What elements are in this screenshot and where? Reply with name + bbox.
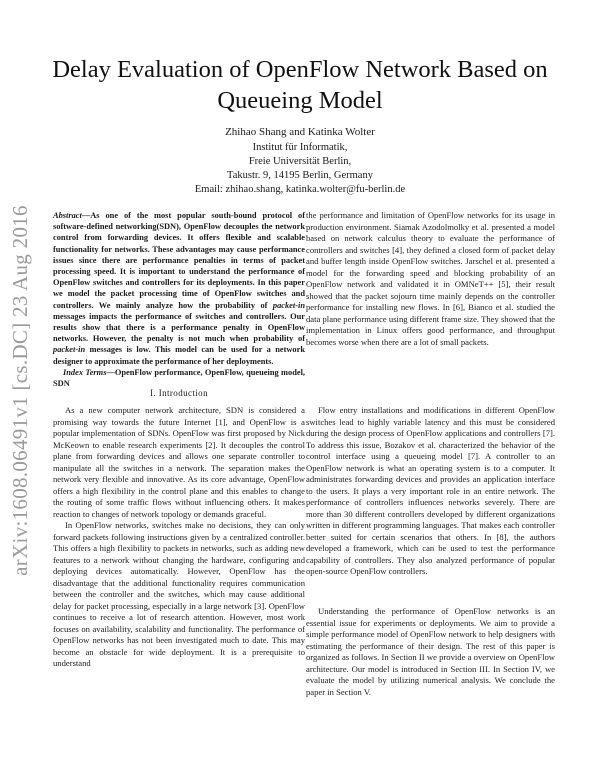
author-address: Takustr. 9, 14195 Berlin, Germany <box>227 170 373 181</box>
abstract-text-3: messages is low. This model can be used for a network designer to approximate the performance of her deployments. <box>53 345 305 366</box>
left-column <box>53 210 305 389</box>
paper-title: Delay Evaluation of OpenFlow Network Based on Queueing Model <box>52 56 548 114</box>
affiliation-institute: Institut für Informatik, <box>252 142 348 153</box>
right-column <box>306 210 555 348</box>
arxiv-stamp <box>2 200 38 580</box>
intro-paragraph-1: As a new computer network architecture, SDN is considered a promising way towards the future Internet [1], and OpenFlow is a popular implementation of SDNs. OpenFlow was first proposed by Nick McKeown to enable research experiments [2]. It decouples the control plane from forwarding devices and allows one separate controller to manipulate all the switches in a network. The separation makes the network very flexible and innovative. As its core advantage, OpenFlow offers a high flexibility in the control plane and this enables to change the routing of some traffic flows without influencing others. It makes reaction to changes of network topology or demands graceful. <box>53 405 305 519</box>
abstract-text-1: —As one of the most popular south-bound protocol of software-defined networking(SDN), OpenFlow decouples the network control from forwarding devices. It offers flexible and scalable functionality for networks. These advantages may cause performance issues since there are performance penalties in terms of packet processing speed. It is important to understand the performance of OpenFlow switches and controllers for its deployments. In this paper we model the packet processing time of OpenFlow switches and controllers. We mainly analyze how the probability of <box>53 211 305 310</box>
abstract-label: Abstract <box>53 211 82 220</box>
section-heading-introduction: I. Introduction <box>150 388 208 398</box>
abstract-term-1: packet-in <box>272 300 305 310</box>
right-paragraph-2: Flow entry installations and modifications in different OpenFlow switches lead to highly variable latency and this must be considered during the design process of OpenFlow applications and controllers [7]. To address this issue, Bozakov et al. characterized the behavior of the control interface using a queueing model [7]. A controller to an OpenFlow network is what an operating system is to a computer. It administrates forwarding devices and provides an application interface to the users. It plays a very important role in an entire network. The performance of controllers influences networks severely. There are more than 30 different controllers developed by different organizations written in different programming languages. That makes each controller better suited for certain scenarios that others. In [8], the authors developed a framework, which can be used to test the performance capability of controllers. They also analyzed performance of popular open-source OpenFlow controllers. <box>306 405 555 576</box>
abstract <box>53 210 305 367</box>
author-block <box>100 123 500 197</box>
right-column-middle <box>306 405 555 578</box>
introduction-section <box>53 388 305 400</box>
right-paragraph-3: Understanding the performance of OpenFlow networks is an essential issue for experiments or deployments. We aim to provide a simple performance model of OpenFlow network to help designers with estimating the performance of their design. The rest of this paper is organized as follows. In Section II we provide a overview on OpenFlow architecture. Our model is introduced in Section III. In Section IV, we evaluate the model by utilizing numerical analysis. We conclude the paper in Section V. <box>306 606 555 697</box>
introduction-body <box>53 405 305 670</box>
abstract-term-2: packet-in <box>53 345 86 355</box>
right-paragraph-1: the performance and limitation of OpenFlow networks for its usage in production environment. Siamak Azodolmolky et al. presented a model based on network calculus theory to evaluate the performance of controllers and switches [4], they defined a closed form of packet delay and buffer length inside OpenFlow switches. Jarschel et al. presented a model for the forwarding speed and blocking probability of an OpenFlow network and validated it in OMNeT++ [5], their result showed that the packet sojourn time mainly depends on the controller performance for installing new flows. In [6], Bianco et al. studied the data plane performance using different frame size. They showed that the implementation in Linux offers good performance, and throughput becomes worse when there are a lot of small packets. <box>306 210 555 347</box>
index-terms <box>53 367 305 389</box>
intro-paragraph-2: In OpenFlow networks, switches make no decisions, they can only forward packets following instructions given by a centralized controller. This offers a high flexibility to packets in networks, such as adding new features to a network without changing the hardware, configuring and deploying devices automatically. However, OpenFlow has the disadvantage that the additional functionality requires communication between the controller and the switches, which may cause additional delay for packet processing, especially in a large network [3]. OpenFlow continues to receive a lot of research attention. However, most work focuses on availability, scalability and functionality. The performance of OpenFlow networks has not been investigated much to date. This may become an obstacle for wide deployment. It is a prerequisite to understand <box>53 520 305 668</box>
abstract-text-2: messages impacts the performance of switches and controllers. Our results show that there is a performance penalty in OpenFlow networks. However, the penalty is not much when probability of <box>53 311 305 344</box>
affiliation-university: Freie Universität Berlin, <box>248 156 352 167</box>
index-terms-text: —OpenFlow performance, OpenFlow, queueing model, SDN <box>53 367 306 389</box>
right-column-bottom <box>306 606 555 698</box>
index-terms-label: Index Terms <box>63 367 107 377</box>
author-names: Zhihao Shang and Katinka Wolter <box>225 126 375 138</box>
arxiv-id[interactable]: arXiv:1608.06491v1 [cs.DC] 23 Aug 2016 <box>7 204 32 576</box>
author-email[interactable]: Email: zhihao.shang, katinka.wolter@fu-berlin.de <box>194 184 406 195</box>
